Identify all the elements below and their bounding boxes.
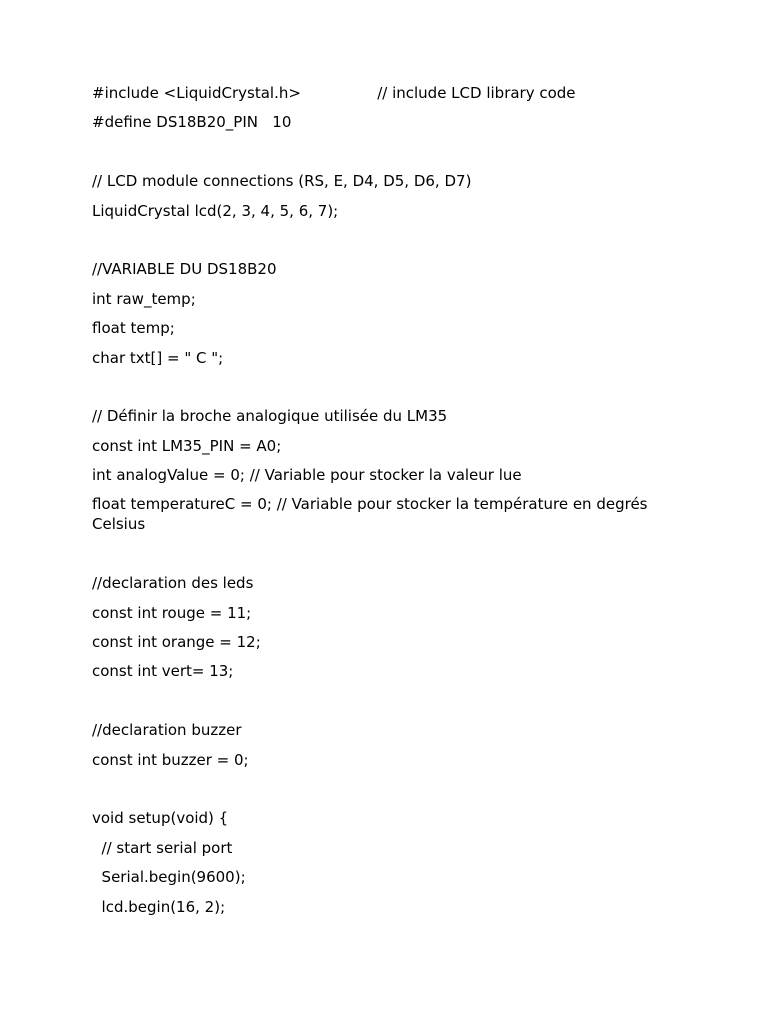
blank-line xyxy=(92,377,692,397)
code-line-define-pin: #define DS18B20_PIN 10 xyxy=(92,113,292,132)
code-line-lm35-comment: // Définir la broche analogique utilisée du LM35 xyxy=(92,407,448,426)
code-line-lm35-pin: const int LM35_PIN = A0; xyxy=(92,436,282,455)
code-line-vert: const int vert= 13; xyxy=(92,662,234,681)
code-line-include: #include <LiquidCrystal.h> // include LCD library code xyxy=(92,84,576,102)
code-line-buzzer: const int buzzer = 0; xyxy=(92,750,249,769)
code-listing xyxy=(92,83,692,926)
code-line-txt: char txt[] = " C "; xyxy=(92,348,224,367)
code-line-temp: float temp; xyxy=(92,319,175,338)
code-line-buzzer-comment: //declaration buzzer xyxy=(92,721,242,740)
code-line-lcd-begin: lcd.begin(16, 2); xyxy=(92,897,226,916)
blank-line xyxy=(92,544,692,564)
code-line-raw-temp: int raw_temp; xyxy=(92,289,196,308)
code-line-lcd-comment: // LCD module connections (RS, E, D4, D5, D6, D7) xyxy=(92,172,472,191)
blank-line xyxy=(92,779,692,799)
code-line-leds-comment: //declaration des leds xyxy=(92,574,254,593)
code-line-lcd-declaration: LiquidCrystal lcd(2, 3, 4, 5, 6, 7); xyxy=(92,201,339,220)
code-line-temperature-c: float temperatureC = 0; // Variable pour stocker la température en degrés Celsius xyxy=(92,495,653,534)
code-line-ds18b20-comment: //VARIABLE DU DS18B20 xyxy=(92,260,277,279)
code-line-analog-value: int analogValue = 0; // Variable pour stocker la valeur lue xyxy=(92,466,522,485)
code-line-serial-begin: Serial.begin(9600); xyxy=(92,868,246,887)
blank-line xyxy=(92,691,692,711)
blank-line xyxy=(92,230,692,250)
code-line-rouge: const int rouge = 11; xyxy=(92,603,252,622)
code-line-setup-signature: void setup(void) { xyxy=(92,809,229,828)
code-line-serial-comment: // start serial port xyxy=(92,838,233,857)
code-line-orange: const int orange = 12; xyxy=(92,633,261,652)
blank-line xyxy=(92,142,692,162)
